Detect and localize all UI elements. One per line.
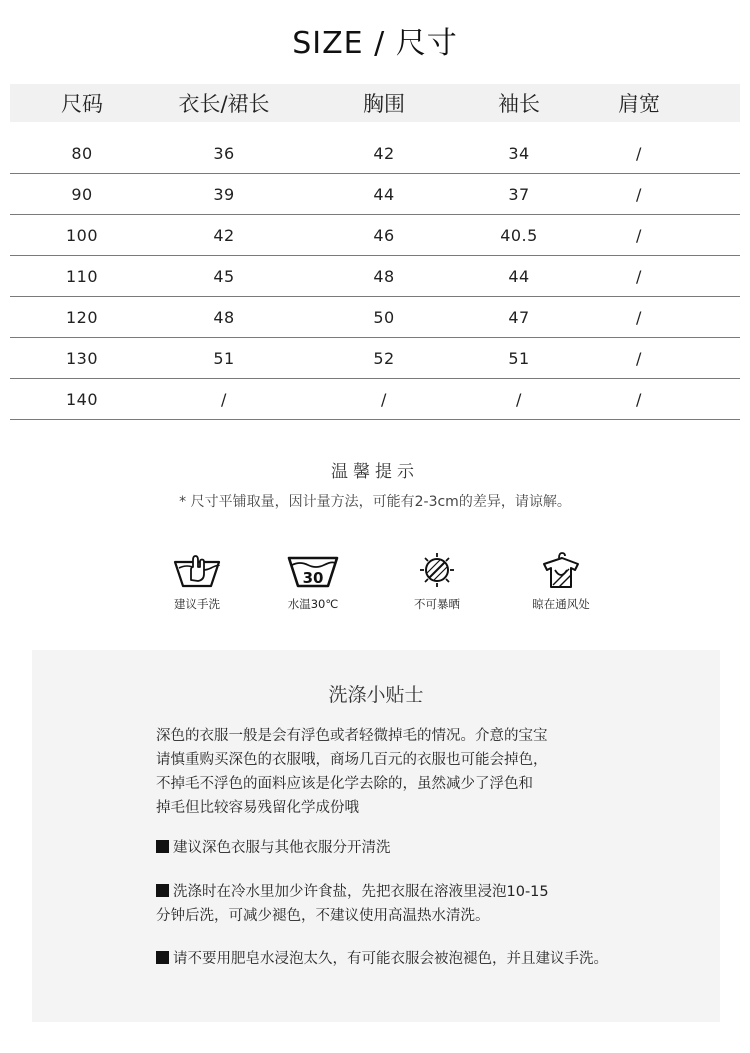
wash-tip-3 xyxy=(156,947,696,971)
wash-tip-text: 洗涤时在冷水里加少许食盐，先把衣服在溶液里浸泡10-15 xyxy=(173,884,549,900)
cell-sleeve: 51 xyxy=(508,348,530,368)
care-hand-wash xyxy=(152,550,242,612)
care-label: 晾在通风处 xyxy=(532,597,590,611)
bullet-square xyxy=(156,951,169,964)
care-hang-dry xyxy=(516,550,606,612)
cell-chest: 48 xyxy=(373,266,395,286)
cell-size: 80 xyxy=(71,143,93,163)
water-temp-icon xyxy=(283,550,343,590)
cell-chest: 44 xyxy=(373,184,395,204)
header-chest: 胸围 xyxy=(363,92,405,116)
size-table-header xyxy=(10,84,740,122)
water-temp-value: 30 xyxy=(302,569,324,587)
cell-length: 39 xyxy=(213,184,235,204)
cell-shoulder: / xyxy=(636,389,642,409)
cell-length: 51 xyxy=(213,348,235,368)
cell-sleeve: 37 xyxy=(508,184,530,204)
wash-tip-text: 分钟后洗，可减少褪色，不建议使用高温热水清洗。 xyxy=(156,908,490,924)
cell-chest: 46 xyxy=(373,225,395,245)
table-row xyxy=(10,379,740,420)
cell-length: 36 xyxy=(213,143,235,163)
wash-tip-1 xyxy=(156,836,696,860)
table-row xyxy=(10,174,740,215)
table-row xyxy=(10,256,740,297)
header-length: 衣长/裙长 xyxy=(178,92,270,116)
wash-tips-panel xyxy=(32,650,720,1022)
bullet-square xyxy=(156,884,169,897)
cell-size: 100 xyxy=(65,225,99,245)
wash-tip-2 xyxy=(156,880,696,928)
cell-chest: 52 xyxy=(373,348,395,368)
care-water-temp xyxy=(268,550,358,612)
cell-length: 45 xyxy=(213,266,235,286)
wash-intro-line: 请慎重购买深色的衣服哦，商场几百元的衣服也可能会掉色， xyxy=(156,752,548,768)
care-label: 建议手洗 xyxy=(174,597,220,611)
header-size: 尺码 xyxy=(61,92,103,116)
tips-title: 温馨提示 xyxy=(331,462,419,482)
hand-wash-icon xyxy=(167,550,227,590)
cell-shoulder: / xyxy=(636,143,642,163)
care-label: 水温30℃ xyxy=(287,597,339,611)
hang-dry-icon xyxy=(531,550,591,590)
wash-intro-line: 不掉毛不浮色的面料应该是化学去除的，虽然减少了浮色和 xyxy=(156,776,533,792)
cell-length: 42 xyxy=(213,225,235,245)
cell-size: 110 xyxy=(65,266,99,286)
cell-sleeve: 40.5 xyxy=(500,225,538,245)
cell-shoulder: / xyxy=(636,266,642,286)
tips-note: * 尺寸平铺取量，因计量方法，可能有2-3cm的差异，请谅解。 xyxy=(179,494,571,510)
cell-shoulder: / xyxy=(636,307,642,327)
table-row xyxy=(10,133,740,174)
cell-length: / xyxy=(221,389,227,409)
cell-length: 48 xyxy=(213,307,235,327)
care-label: 不可暴晒 xyxy=(414,597,460,611)
bullet-square xyxy=(156,840,169,853)
cell-size: 140 xyxy=(65,389,99,409)
cell-size: 90 xyxy=(71,184,93,204)
size-table xyxy=(10,84,740,420)
cell-chest: 50 xyxy=(373,307,395,327)
cell-sleeve: / xyxy=(516,389,522,409)
wash-tip-text: 建议深色衣服与其他衣服分开清洗 xyxy=(173,840,391,856)
cell-shoulder: / xyxy=(636,225,642,245)
cell-size: 120 xyxy=(65,307,99,327)
cell-sleeve: 44 xyxy=(508,266,530,286)
cell-shoulder: / xyxy=(636,184,642,204)
wash-tips-title: 洗涤小贴士 xyxy=(328,684,424,706)
header-sleeve: 袖长 xyxy=(498,92,540,116)
cell-shoulder: / xyxy=(636,348,642,368)
cell-sleeve: 34 xyxy=(508,143,530,163)
cell-sleeve: 47 xyxy=(508,307,530,327)
table-row xyxy=(10,215,740,256)
wash-intro xyxy=(156,724,696,820)
cell-size: 130 xyxy=(65,348,99,368)
table-row xyxy=(10,297,740,338)
page-title: SIZE / 尺寸 xyxy=(292,26,458,61)
header-shoulder: 肩宽 xyxy=(618,92,660,116)
no-sun-icon xyxy=(407,550,467,590)
wash-tip-text: 请不要用肥皂水浸泡太久，有可能衣服会被泡褪色，并且建议手洗。 xyxy=(173,951,608,967)
cell-chest: 42 xyxy=(373,143,395,163)
table-row xyxy=(10,338,740,379)
wash-intro-line: 掉毛但比较容易残留化学成份哦 xyxy=(156,800,359,816)
cell-chest: / xyxy=(381,389,387,409)
wash-intro-line: 深色的衣服一般是会有浮色或者轻微掉毛的情况。介意的宝宝 xyxy=(156,728,548,744)
care-no-sun xyxy=(392,550,482,612)
